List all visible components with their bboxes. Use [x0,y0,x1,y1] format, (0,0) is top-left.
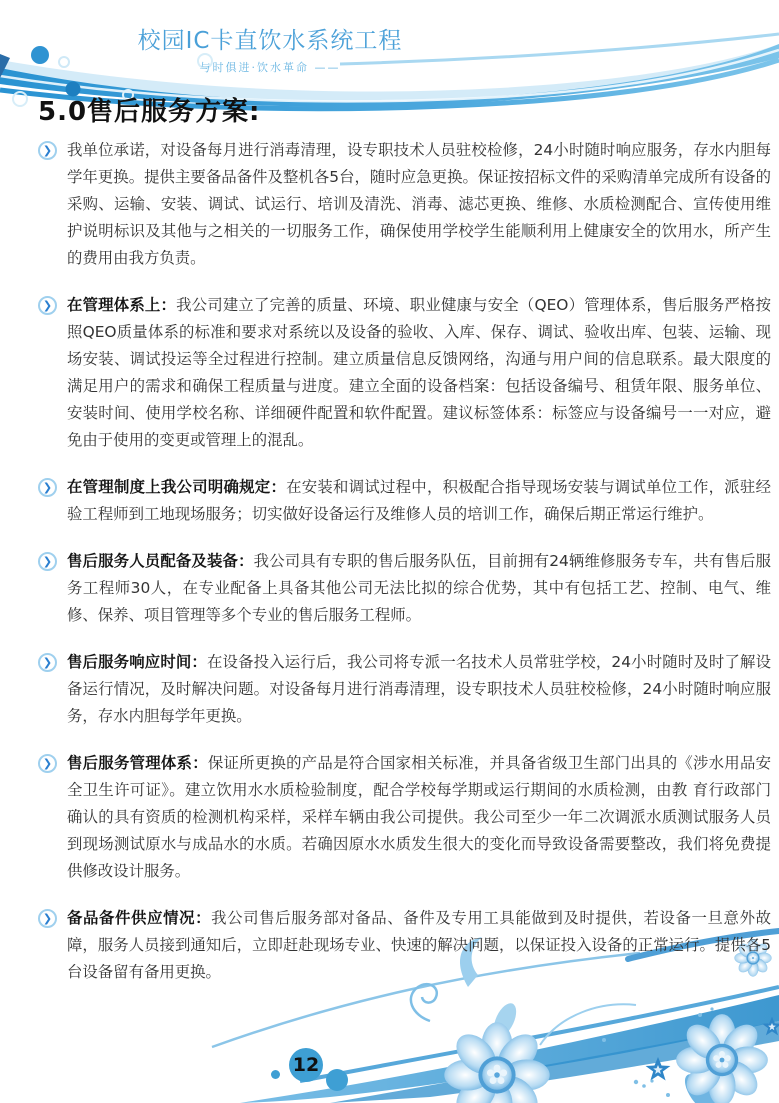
bullet-paragraph [67,905,771,986]
bullet-lead: 在管理制度上我公司明确规定： [67,478,287,496]
footer-dot-large [326,1069,348,1091]
page-number-badge [289,1048,323,1082]
chevron-circle-bullet-icon: ❯ [38,141,57,160]
bullet-paragraph [67,292,771,454]
bullet-item [38,474,772,528]
bullet-paragraph [67,137,771,272]
chevron-circle-bullet-icon: ❯ [38,653,57,672]
chevron-circle-bullet-icon: ❯ [38,552,57,571]
bullet-text: 我单位承诺，对设备每月进行消毒清理，设专职技术人员驻校检修，24小时随时响应服务，存水内胆每学年更换。提供主要备品备件及整机各5台，随时应急更换。保证按招标文件的采购清单完成所有设备的采购、运输、安装、调试、试运行、培训及清洗、消毒、滤芯更换、维修、水质检测配合、宣传使用维护说明标识及其他与之相关的一切服务工作，确保使用学校学生能顺利用上健康安全的饮用水，所产生的费用由我方负责。 [67,141,771,267]
bullet-text: 在设备投入运行后，我公司将专派一名技术人员常驻学校，24小时随时及时了解设备运行情况，及时解决问题。对设备每月进行消毒清理，设专职技术人员驻校检修，24小时随时响应服务，存水内胆每学年更换。 [67,653,771,725]
chevron-circle-bullet-icon: ❯ [38,754,57,773]
bullet-paragraph [67,474,771,528]
chevron-circle-bullet-icon: ❯ [38,478,57,497]
bullet-text: 我公司建立了完善的质量、环境、职业健康与安全（QEO）管理体系，售后服务严格按照QEO质量体系的标准和要求对系统以及设备的验收、入库、保存、调试、验收出库、包装、运输、现场安装、调试投运等全过程进行控制。建立质量信息反馈网络，沟通与用户间的信息联系。最大限度的满足用户的需求和确保工程质量与进度。建立全面的设备档案：包括设备编号、租赁年限、服务单位、安装时间、使用学校名称、详细硬件配置和软件配置。建议标签体系：标签应与设备编号一一对应，避免由于使用的变更或管理上的混乱。 [67,296,771,449]
content-area [38,97,772,1006]
bullet-lead: 在管理体系上： [67,296,177,314]
bullet-item [38,292,772,454]
bullet-text: 在安装和调试过程中，积极配合指导现场安装与调试单位工作，派驻经验工程师到工地现场服务；切实做好设备运行及维修人员的培训工作，确保后期正常运行维护。 [67,478,771,523]
bullet-paragraph [67,750,771,885]
bullet-item [38,750,772,885]
bullet-list [38,137,772,986]
bullet-lead: 售后服务响应时间： [67,653,207,671]
bullet-item [38,905,772,986]
document-subtitle: 与时俱进·饮水革命 —— [199,61,341,74]
bullet-text: 我公司具有专职的售后服务队伍，目前拥有24辆维修服务专车，共有售后服务工程师30人，在专业配备上具备其他公司无法比拟的综合优势，其中有包括工艺、控制、电气、维修、保养、项目管理等多个专业的售后服务工程师。 [67,552,771,624]
bullet-item [38,649,772,730]
bullet-lead: 售后服务管理体系： [67,754,208,772]
bullet-lead: 售后服务人员配备及装备： [67,552,254,570]
bullet-text: 我公司售后服务部对备品、备件及专用工具能做到及时提供，若设备一旦意外故障，服务人员接到通知后，立即赶赴现场专业、快速的解决问题，以保证投入设备的正常运行。提供各5台设备留有备用更换。 [67,909,771,981]
chevron-circle-bullet-icon: ❯ [38,296,57,315]
header-title-block [60,22,480,75]
footer-dot-small [271,1070,280,1079]
bullet-text: 保证所更换的产品是符合国家相关标准，并具备省级卫生部门出具的《涉水用品安全卫生许可证》。建立饮用水水质检验制度，配合学校每学期或运行期间的水质检测，由教 育行政部门确认的具有资质的检测机构采样，采样车辆由我公司提供。我公司至少一年二次调派水质测试服务人员到现场测试原水与成品水的水质。若确因原水水质发生很大的变化而导致设备需要整改，我们将免费提供修改设计服务。 [67,754,771,880]
bullet-item [38,548,772,629]
chevron-circle-bullet-icon: ❯ [38,909,57,928]
page-number: 12 [292,1054,320,1076]
bullet-paragraph [67,548,771,629]
bullet-paragraph [67,649,771,730]
bullet-lead: 备品备件供应情况： [67,909,212,927]
document-title: 校园IC卡直饮水系统工程 [137,28,403,54]
bullet-item [38,137,772,272]
section-heading: 5.0售后服务方案: [38,97,261,127]
